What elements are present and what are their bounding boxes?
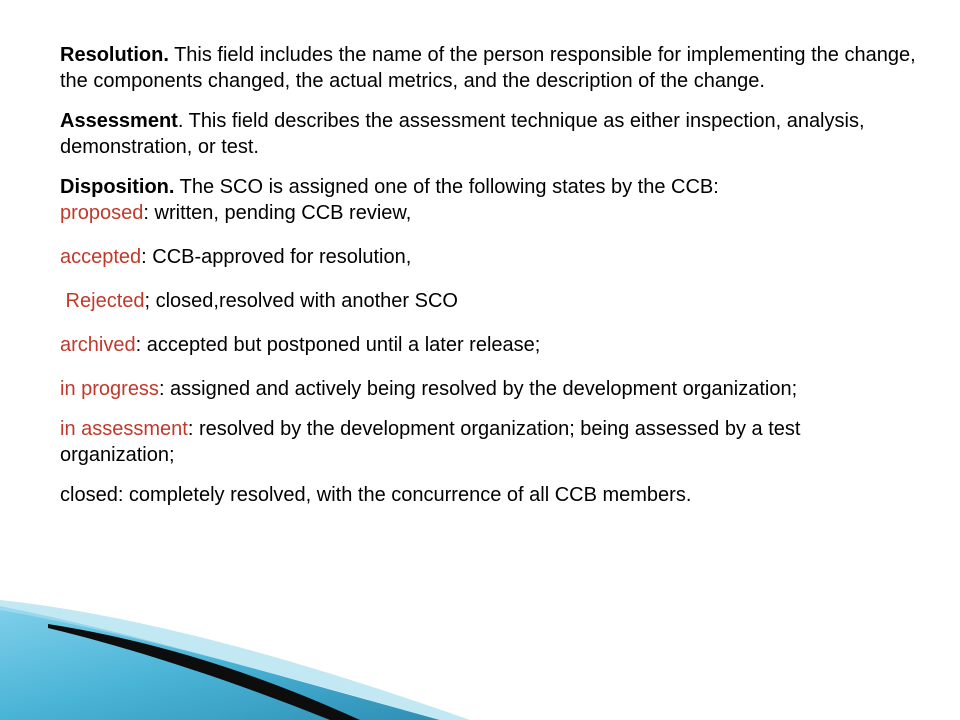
resolution-text: This field includes the name of the person responsible for implementing the change, the components changed, the actual metrics, and the description of the change. bbox=[60, 44, 916, 92]
state-description: : CCB-approved for resolution, bbox=[141, 246, 412, 268]
state-description: : completely resolved, with the concurrence of all CCB members. bbox=[117, 484, 692, 506]
state-item-closed bbox=[60, 482, 920, 508]
state-term: in progress bbox=[60, 378, 159, 400]
state-term: accepted bbox=[60, 246, 142, 268]
resolution-term: Resolution. bbox=[60, 44, 169, 66]
state-term: in assessment bbox=[60, 418, 188, 440]
state-description: : assigned and actively being resolved by the development organization; bbox=[158, 378, 798, 400]
state-description: : resolved by the development organization; being assessed by a test organization; bbox=[60, 418, 801, 466]
state-term: closed bbox=[60, 484, 118, 506]
assessment-term: Assessment bbox=[60, 110, 178, 132]
state-term: archived bbox=[60, 334, 136, 356]
disposition-term: Disposition. bbox=[60, 176, 175, 198]
state-item-in-progress bbox=[60, 376, 920, 402]
state-description: : accepted but postponed until a later release; bbox=[135, 334, 541, 356]
state-item-rejected bbox=[60, 288, 920, 314]
state-term: proposed bbox=[60, 202, 144, 224]
resolution-paragraph bbox=[60, 42, 920, 94]
disposition-paragraph bbox=[60, 174, 920, 200]
state-description: ; closed,resolved with another SCO bbox=[144, 290, 458, 312]
slide-body bbox=[60, 42, 920, 522]
state-item-proposed bbox=[60, 200, 920, 226]
assessment-paragraph bbox=[60, 108, 920, 160]
state-description: : written, pending CCB review, bbox=[143, 202, 412, 224]
state-term: Rejected bbox=[60, 290, 145, 312]
black-swoosh-shape bbox=[48, 624, 360, 720]
disposition-text: The SCO is assigned one of the following states by the CCB: bbox=[174, 176, 719, 198]
state-item-archived bbox=[60, 332, 920, 358]
teal-wave-shape bbox=[0, 606, 440, 720]
state-item-in-assessment bbox=[60, 416, 920, 468]
teal-wave-highlight bbox=[0, 600, 470, 720]
state-item-accepted bbox=[60, 244, 920, 270]
assessment-text: . This field describes the assessment technique as either inspection, analysis, demonstration, or test. bbox=[60, 110, 865, 158]
